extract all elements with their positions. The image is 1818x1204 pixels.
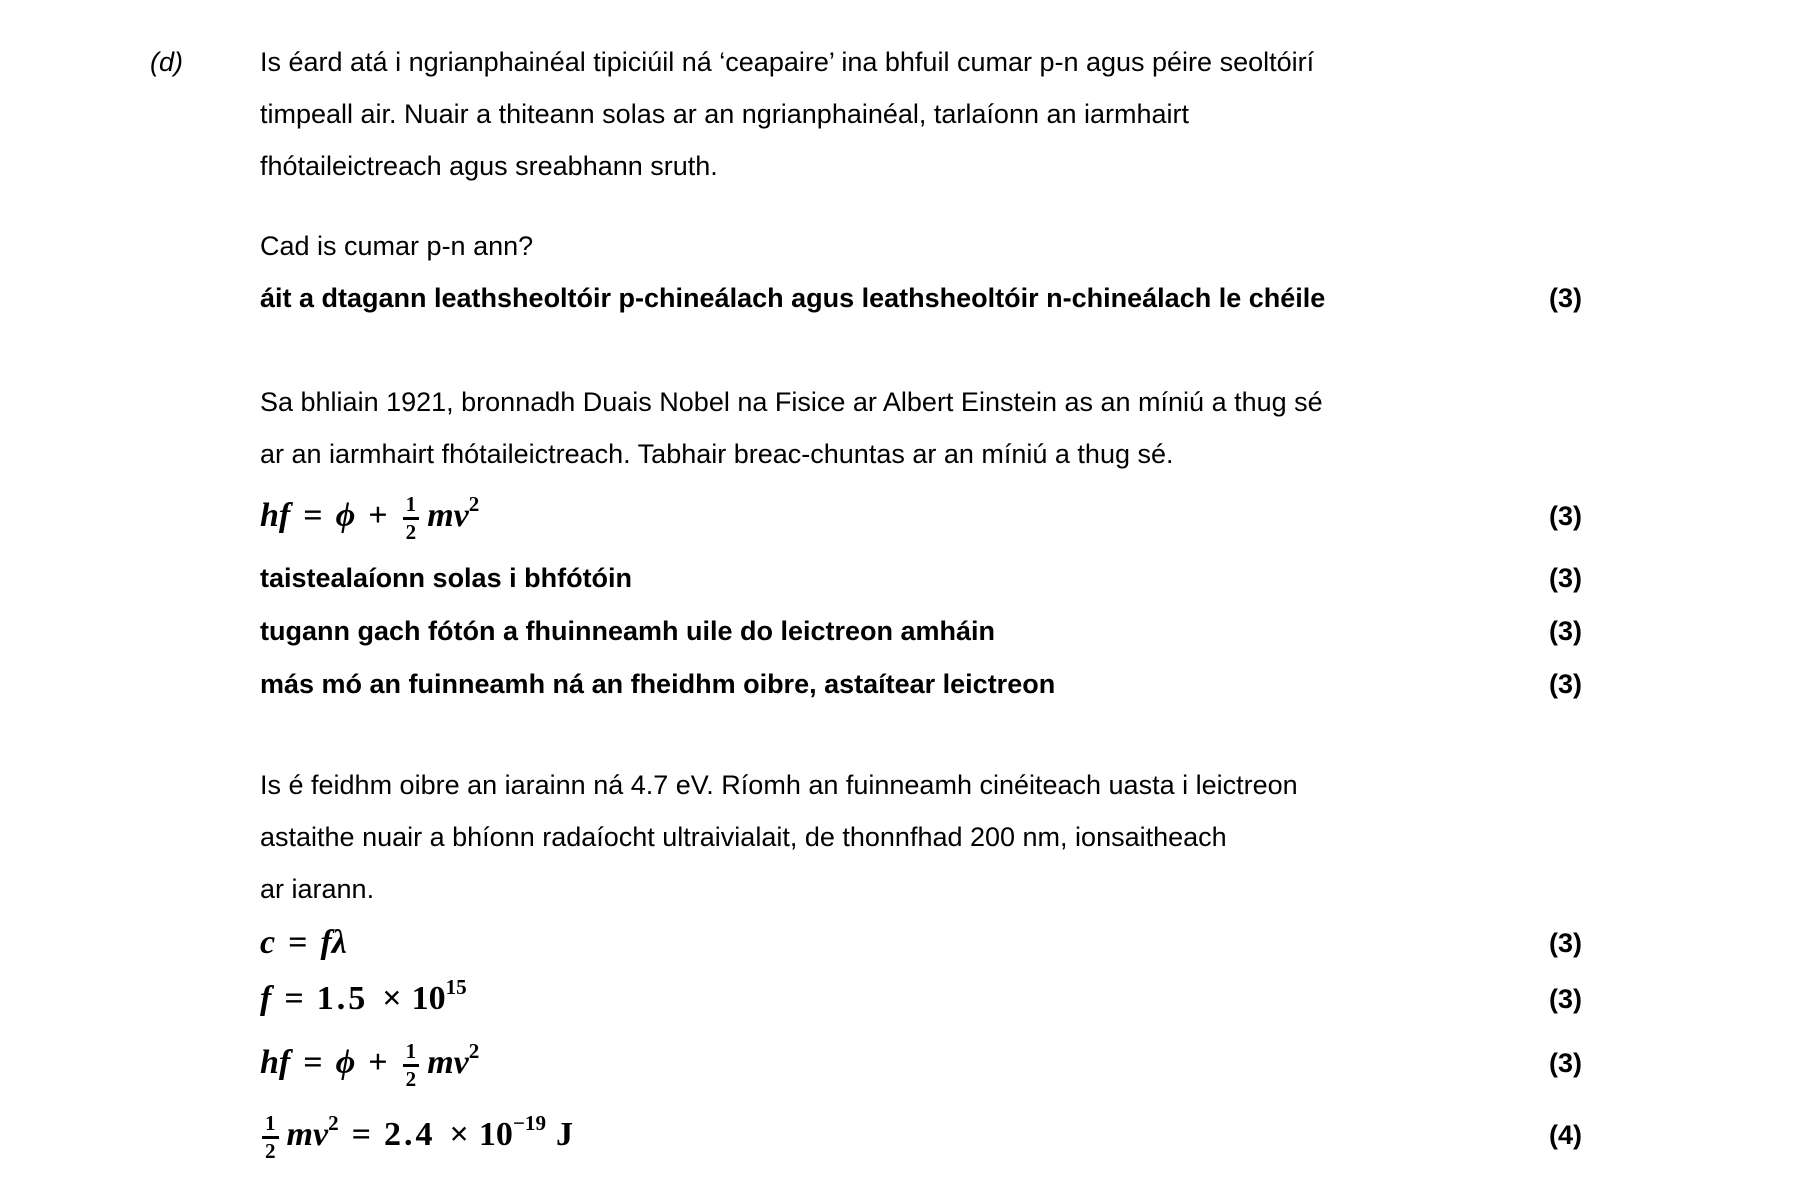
marks-badge: (3) <box>1549 500 1582 531</box>
equation-einstein-2 <box>260 1038 480 1091</box>
question-part-d <box>150 36 1582 1171</box>
equals-sign: = <box>351 1116 372 1153</box>
fraction-one-half: $\frac{1}{2}$ <box>262 1112 279 1161</box>
phi-symbol: ϕ <box>335 497 356 534</box>
marks-badge: (4) <box>1549 1119 1582 1150</box>
eq-lhs: c <box>260 924 276 961</box>
equation-row-frequency <box>260 971 1582 1027</box>
question3-paragraph <box>260 759 1582 915</box>
eq-rhs: fλ <box>320 924 347 961</box>
superscript: 2 <box>468 1038 480 1063</box>
marks-badge: (3) <box>1549 616 1582 646</box>
equation-frequency <box>260 971 467 1027</box>
marks-badge: (3) <box>1549 283 1582 313</box>
multiply-sign: × <box>449 1116 469 1153</box>
marks-badge: (3) <box>1549 563 1582 593</box>
eq-value: 1.5 <box>316 980 369 1017</box>
equals-sign: = <box>303 497 323 534</box>
unit-joule: J <box>555 1116 573 1153</box>
intro-paragraph <box>260 36 1582 192</box>
equation-wave <box>260 915 347 971</box>
paragraph-line: astaithe nuair a bhíonn radaíocht ultraivialait, de thonnfhad 200 nm, ionsaitheach <box>260 822 1227 852</box>
explanation-point-text: tugann gach fótón a fhuinneamh uile do leictreon amháin <box>260 616 996 646</box>
marks-badge: (3) <box>1549 1047 1582 1078</box>
eq-lhs: hf <box>260 1044 291 1081</box>
question-text: Cad is cumar p-n ann? <box>260 231 534 261</box>
explanation-point-row <box>260 658 1582 711</box>
eq-body: mv <box>286 1116 329 1153</box>
equation-row-einstein-2 <box>260 1027 1582 1099</box>
paragraph-line: timpeall air. Nuair a thiteann solas ar an ngrianphainéal, tarlaíonn an iarmhairt <box>260 99 1190 129</box>
part-content <box>260 36 1582 1171</box>
eq-value: 2.4 <box>384 1116 436 1153</box>
equals-sign: = <box>303 1044 323 1081</box>
paragraph-line: fhótaileictreach agus sreabhann sruth. <box>260 151 718 181</box>
plus-sign: + <box>368 1044 388 1081</box>
paragraph-line: ar an iarmhairt fhótaileictreach. Tabhair breac-chuntas ar an míniú a thug sé. <box>260 439 1174 469</box>
part-label: (d) <box>150 47 183 77</box>
marks-badge: (3) <box>1549 669 1582 699</box>
paragraph-line: Is é feidhm oibre an iarainn ná 4.7 eV. Ríomh an fuinneamh cinéiteach uasta i leictreon <box>260 770 1298 800</box>
superscript: 15 <box>445 975 467 1000</box>
superscript: 2 <box>468 491 480 516</box>
equation-kinetic-energy <box>260 1110 573 1163</box>
explanation-point-row <box>260 552 1582 605</box>
paragraph-line: ar iarann. <box>260 874 375 904</box>
equation-row-kinetic-energy <box>260 1099 1582 1171</box>
superscript: −19 <box>512 1110 546 1135</box>
eq-base: 10 <box>411 980 446 1017</box>
marks-badge: (3) <box>1549 984 1582 1014</box>
eq-body: mv <box>427 1044 469 1081</box>
eq-body: mv <box>427 497 469 534</box>
eq-lhs: hf <box>260 497 291 534</box>
plus-sign: + <box>368 497 388 534</box>
eq-base: 10 <box>478 1116 513 1153</box>
question2-paragraph <box>260 376 1582 480</box>
superscript: 2 <box>328 1110 339 1135</box>
eq-lhs: f <box>260 980 272 1017</box>
phi-symbol: ϕ <box>335 1044 356 1081</box>
equals-sign: = <box>288 924 308 961</box>
explanation-point-row <box>260 605 1582 658</box>
equation-einstein <box>260 491 480 544</box>
explanation-point-text: taistealaíonn solas i bhfótóin <box>260 563 633 593</box>
fraction-one-half: $\frac{1}{2}$ <box>403 1040 420 1089</box>
equation-row-einstein <box>260 480 1582 552</box>
answer-text: áit a dtagann leathsheoltóir p-chineálach agus leathsheoltóir n-chineálach le chéile <box>260 283 1326 313</box>
paragraph-line: Is éard atá i ngrianphainéal tipiciúil ná ‘ceapaire’ ina bhfuil cumar p-n agus péire seoltóirí <box>260 47 1315 77</box>
marks-badge: (3) <box>1549 928 1582 958</box>
multiply-sign: × <box>382 980 402 1017</box>
paragraph-line: Sa bhliain 1921, bronnadh Duais Nobel na Fisice ar Albert Einstein as an míniú a thug sé <box>260 387 1323 417</box>
answer-row <box>260 272 1582 324</box>
fraction-one-half: $\frac{1}{2}$ <box>403 493 420 542</box>
equals-sign: = <box>284 980 304 1017</box>
explanation-point-text: más mó an fuinneamh ná an fheidhm oibre, astaítear leictreon <box>260 669 1056 699</box>
